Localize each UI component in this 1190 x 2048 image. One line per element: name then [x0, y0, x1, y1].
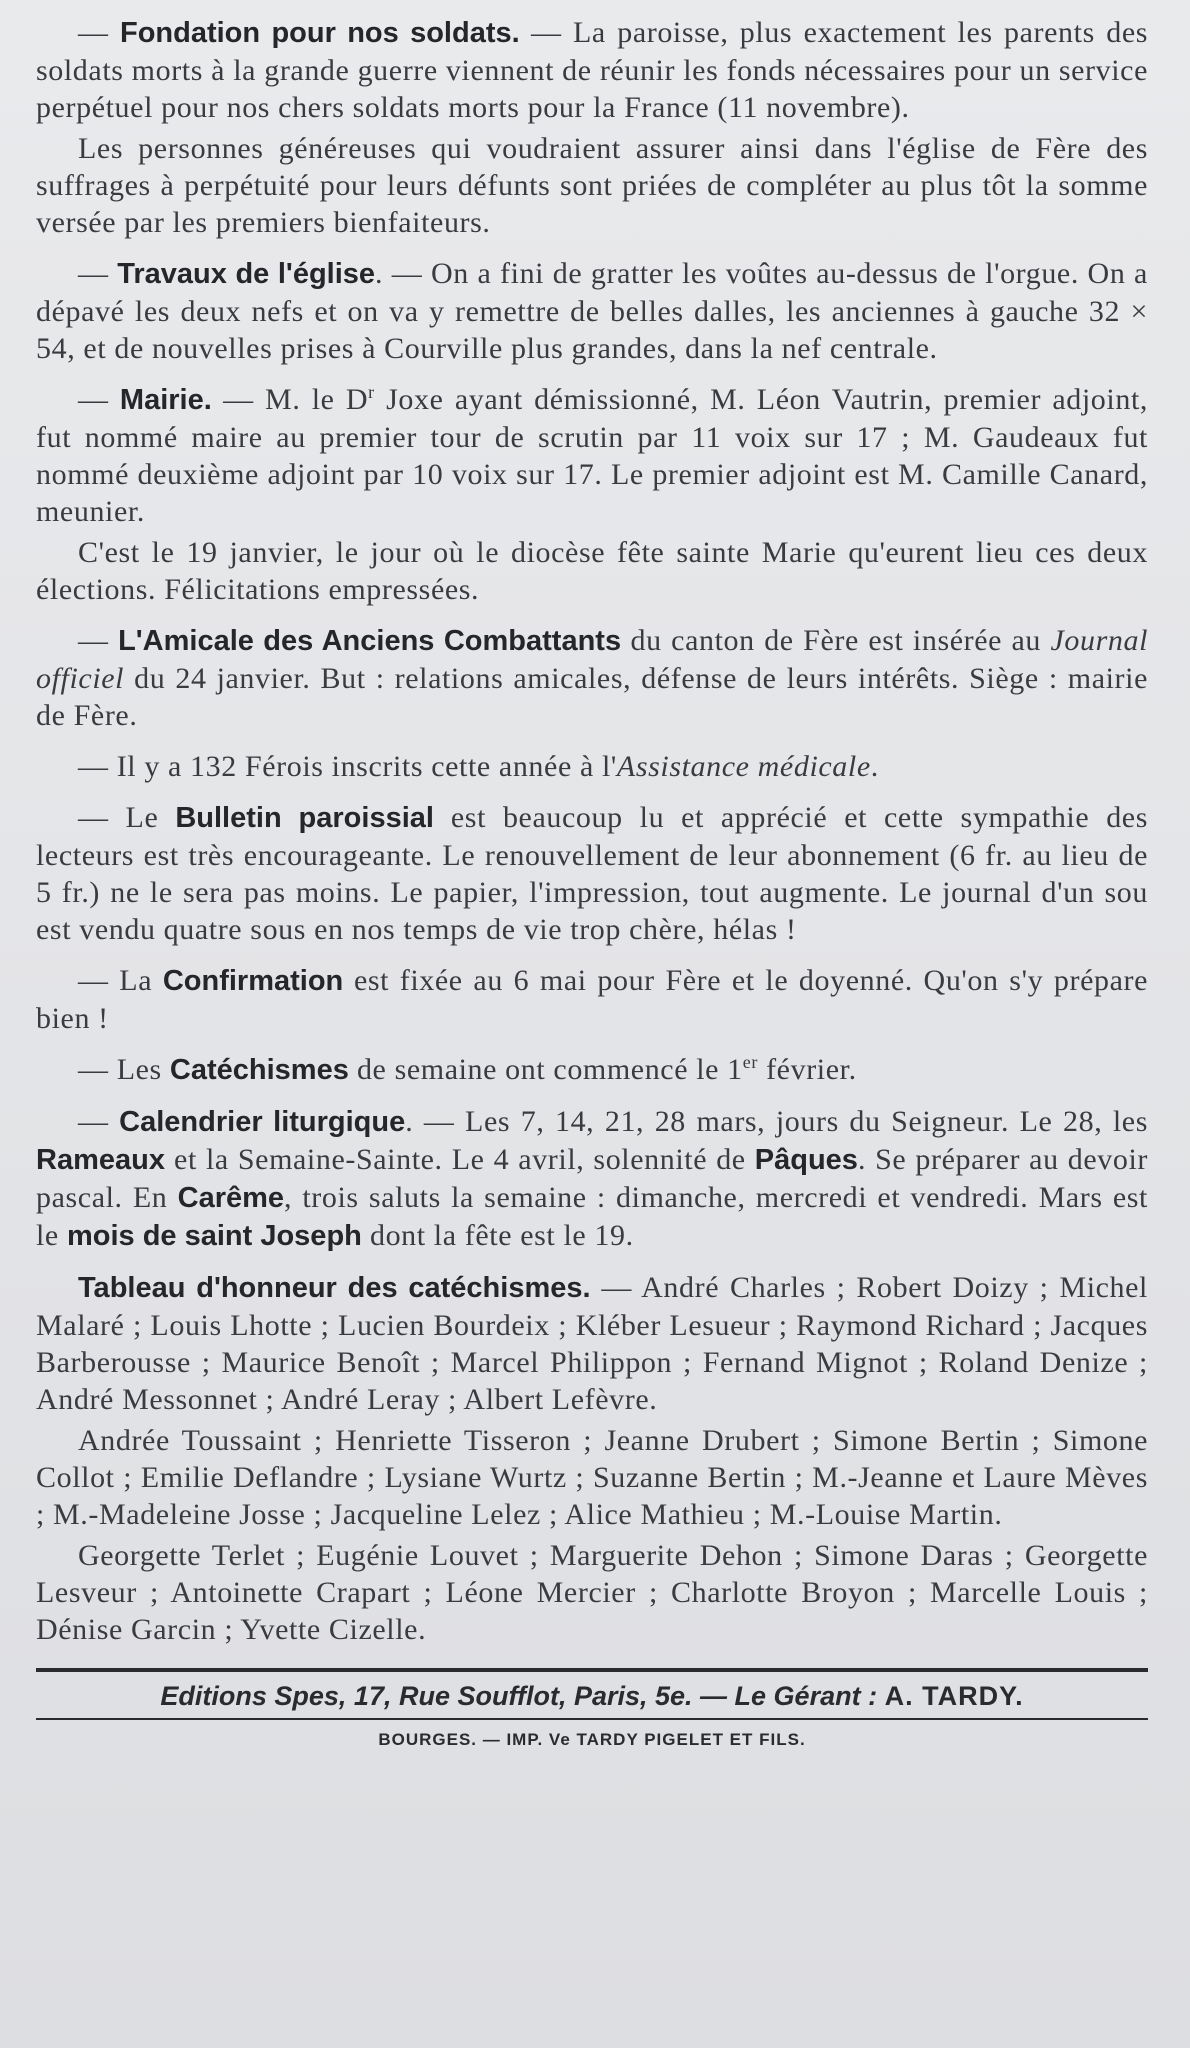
period: . — [870, 750, 879, 783]
text-calendrier-3: . Se préparer au devoir pascal. En — [36, 1143, 1148, 1214]
bold-rameaux: Rameaux — [36, 1144, 165, 1176]
journal-officiel: Journal officiel — [36, 624, 1149, 695]
dash: — — [78, 383, 120, 416]
bold-saint-joseph: mois de saint Joseph — [66, 1220, 362, 1252]
dash: — — [78, 624, 119, 657]
article-calendrier — [36, 1103, 1148, 1255]
article-bulletin — [36, 799, 1148, 948]
superscript: er — [742, 1052, 758, 1072]
heading-travaux: Travaux de l'église — [117, 258, 376, 290]
divider-thick — [36, 1668, 1148, 1672]
heading-calendrier: Calendrier liturgique — [119, 1106, 406, 1138]
bold-paques: Pâques — [754, 1144, 858, 1176]
text-confirmation: est fixée au 6 mai pour Fère et le doyenné. Qu'on s'y prépare bien ! — [36, 964, 1149, 1035]
text-calendrier-1: . — Les 7, 14, 21, 28 mars, jours du Seigneur. Le 28, les — [405, 1105, 1148, 1138]
article-mairie-cont: C'est le 19 janvier, le jour où le diocèse fête sainte Marie qu'eurent lieu ces deux élections. Félicitations empressées. — [36, 536, 1148, 606]
text-fondation: — La paroisse, plus exactement les parents des soldats morts à la grande guerre viennent de réunir les fonds nécessaires pour un service perpétuel pour nos chers soldats morts pour la France (11 novembre). — [36, 16, 1149, 124]
dash: — Le — [78, 801, 176, 834]
article-travaux — [36, 255, 1148, 367]
text-catechismes-a: de semaine ont commencé le 1 — [348, 1053, 743, 1086]
article-fondation-cont: Les personnes généreuses qui voudraient assurer ainsi dans l'église de Fère des suffrages à perpétuité pour leurs défunts sont priées de compléter au plus tôt la somme versée par les premiers bienfaiteurs. — [36, 132, 1148, 239]
dash: — La — [78, 964, 163, 997]
publisher-line — [36, 1678, 1148, 1714]
superscript: r — [368, 382, 375, 402]
list-girls-1: Andrée Toussaint ; Henriette Tisseron ; Jeanne Drubert ; Simone Bertin ; Simone Collot ; Emilie Deflandre ; Lysiane Wurtz ; Suzanne Bertin ; M.-Jeanne et Laure Mèves ; M.-Madeleine Josse ; Jacqueline Lelez ; Alice Mathieu ; M.-Louise Martin. — [36, 1424, 1148, 1531]
heading-tableau-honneur: Tableau d'honneur des catéchismes. — [78, 1272, 591, 1304]
text-calendrier-5: dont la fête est le 19. — [361, 1219, 634, 1252]
text-amicale-a: du canton de Fère est insérée au — [621, 624, 1051, 657]
heading-amicale: L'Amicale des Anciens Combattants — [118, 625, 622, 657]
text-travaux: . — On a fini de gratter les voûtes au-dessus de l'orgue. On a dépavé les deux nefs et on va y remettre de belles dalles, les anciennes à gauche 32 × 54, et de nouvelles prises à Courville plus grandes, dans la nef centrale. — [36, 257, 1148, 365]
assistance-medicale: Assistance médicale — [616, 750, 871, 783]
divider-thin — [36, 1718, 1148, 1720]
heading-catechismes: Catéchismes — [169, 1054, 349, 1086]
dash: — — [78, 257, 118, 290]
dash: — Les — [78, 1053, 170, 1086]
text-mairie-a: — M. le D — [211, 383, 369, 416]
text-calendrier-2: et la Semaine-Sainte. Le 4 avril, solennité de — [164, 1143, 755, 1176]
article-tableau-honneur — [36, 1269, 1148, 1418]
list-boys: — André Charles ; Robert Doizy ; Michel Malaré ; Louis Lhotte ; Lucien Bourdeix ; Kléber Lesueur ; Raymond Richard ; Jacques Barberousse ; Maurice Benoît ; Marcel Philippon ; Fernand Mignot ; Roland Denize ; André Messonnet ; André Leray ; Albert Lefèvre. — [36, 1271, 1148, 1416]
article-mairie — [36, 381, 1148, 530]
text-assistance: — Il y a 132 Férois inscrits cette année à l' — [78, 750, 617, 783]
article-amicale — [36, 622, 1148, 734]
text-catechismes-b: février. — [757, 1053, 857, 1086]
publisher-text: Editions Spes, 17, Rue Soufflot, Paris, 5e. — Le Gérant : — [160, 1681, 885, 1711]
text-bulletin: est beaucoup lu et apprécié et cette sympathie des lecteurs est très encourageante. Le renouvellement de leur abonnement (6 fr. au lieu de 5 fr.) ne le sera pas moins. Le papier, l'impression, tout augmente. Le journal d'un sou est vendu quatre sous en nos temps de vie trop chère, hélas ! — [36, 801, 1148, 946]
printer-line: BOURGES. — IMP. Ve TARDY PIGELET ET FILS. — [378, 1730, 806, 1749]
heading-confirmation: Confirmation — [162, 965, 344, 997]
dash: — — [78, 16, 120, 49]
article-fondation — [36, 14, 1148, 126]
article-assistance — [36, 748, 1148, 785]
list-girls-2: Georgette Terlet ; Eugénie Louvet ; Marguerite Dehon ; Simone Daras ; Georgette Lesveur ; Antoinette Crapart ; Léone Mercier ; Charlotte Broyon ; Marcelle Louis ; Dénise Garcin ; Yvette Cizelle. — [36, 1539, 1148, 1646]
bold-careme: Carême — [177, 1182, 285, 1214]
text-amicale-b: du 24 janvier. But : relations amicales, défense de leurs intérêts. Siège : mairie de Fère. — [36, 662, 1148, 732]
manager-name: A. TARDY. — [884, 1681, 1024, 1711]
dash: — — [78, 1105, 120, 1138]
heading-fondation: Fondation pour nos soldats. — [119, 17, 520, 49]
article-catechismes — [36, 1051, 1148, 1089]
text-calendrier-4: , trois saluts la semaine : dimanche, mercredi et vendredi. Mars est le — [36, 1181, 1148, 1252]
heading-mairie: Mairie. — [119, 384, 212, 416]
article-confirmation — [36, 962, 1148, 1037]
heading-bulletin: Bulletin paroissial — [175, 802, 434, 834]
text-mairie-b: Joxe ayant démissionné, M. Léon Vautrin, premier adjoint, fut nommé maire au premier tour de scrutin par 11 voix sur 17 ; M. Gaudeaux fut nommé deuxième adjoint par 10 voix sur 17. Le premier adjoint est M. Camille Canard, meunier. — [36, 383, 1148, 528]
